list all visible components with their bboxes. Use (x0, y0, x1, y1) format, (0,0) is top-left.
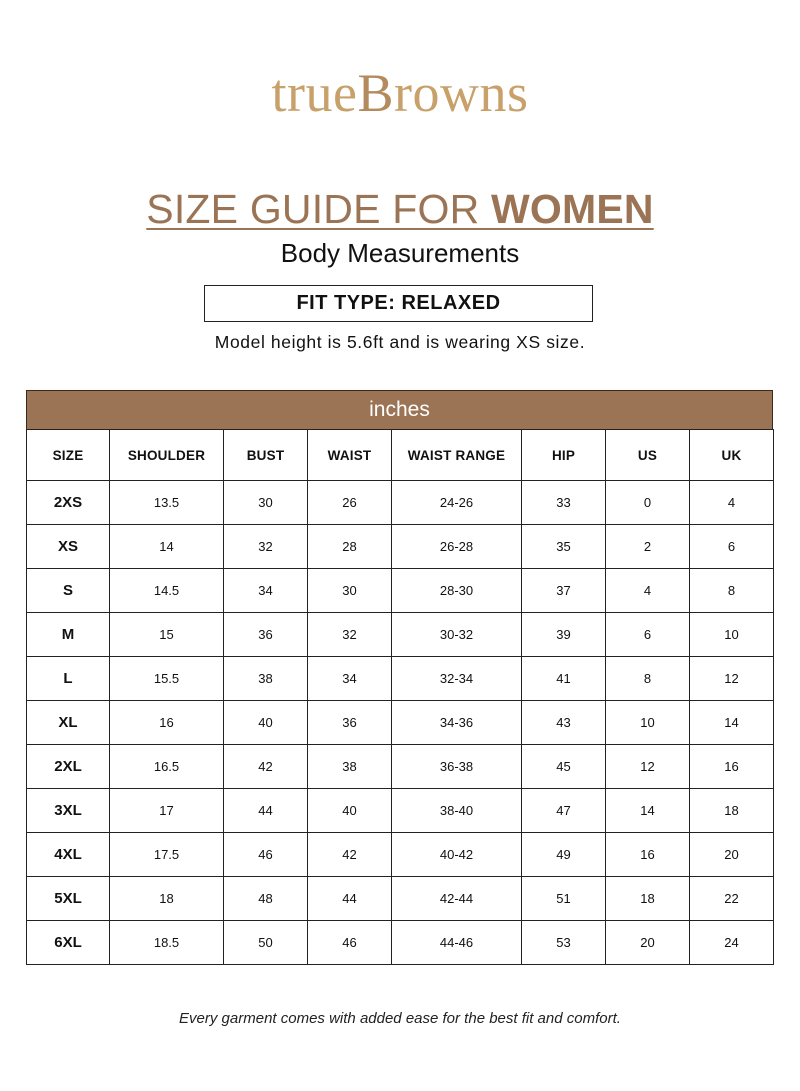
column-header: SIZE (27, 430, 110, 481)
table-header-row (27, 430, 774, 481)
table-cell: 48 (224, 877, 308, 921)
column-header: US (606, 430, 690, 481)
table-cell: 8 (606, 657, 690, 701)
table-row (27, 877, 774, 921)
table-cell: 37 (522, 569, 606, 613)
table-cell: 0 (606, 481, 690, 525)
table-row (27, 525, 774, 569)
table-cell: 49 (522, 833, 606, 877)
table-cell: 18.5 (110, 921, 224, 965)
table-cell: 16.5 (110, 745, 224, 789)
table-cell: 34 (224, 569, 308, 613)
table-cell: 18 (110, 877, 224, 921)
table-cell: 35 (522, 525, 606, 569)
table-cell: 13.5 (110, 481, 224, 525)
size-chart-table (26, 429, 774, 965)
page-title (0, 186, 800, 233)
table-cell: 18 (690, 789, 774, 833)
unit-header: inches (26, 390, 773, 429)
column-header: UK (690, 430, 774, 481)
column-header: BUST (224, 430, 308, 481)
table-cell: 42 (308, 833, 392, 877)
table-cell: 28-30 (392, 569, 522, 613)
table-cell: 20 (606, 921, 690, 965)
table-cell: 33 (522, 481, 606, 525)
size-cell: S (27, 569, 110, 613)
table-row (27, 657, 774, 701)
table-cell: 15.5 (110, 657, 224, 701)
table-cell: 12 (690, 657, 774, 701)
table-cell: 36 (224, 613, 308, 657)
column-header: SHOULDER (110, 430, 224, 481)
subtitle: Body Measurements (280, 238, 520, 268)
table-cell: 42-44 (392, 877, 522, 921)
size-cell: XL (27, 701, 110, 745)
table-cell: 38 (308, 745, 392, 789)
table-cell: 16 (110, 701, 224, 745)
title-bold: WOMEN (491, 186, 654, 232)
table-cell: 6 (606, 613, 690, 657)
column-header: WAIST (308, 430, 392, 481)
table-cell: 32 (224, 525, 308, 569)
table-cell: 20 (690, 833, 774, 877)
table-cell: 24 (690, 921, 774, 965)
title-light: SIZE GUIDE FOR (146, 186, 491, 232)
table-cell: 12 (606, 745, 690, 789)
table-row (27, 833, 774, 877)
table-cell: 14.5 (110, 569, 224, 613)
table-cell: 15 (110, 613, 224, 657)
size-table (26, 390, 773, 965)
size-cell: 4XL (27, 833, 110, 877)
table-cell: 46 (224, 833, 308, 877)
table-cell: 22 (690, 877, 774, 921)
table-cell: 40-42 (392, 833, 522, 877)
size-cell: L (27, 657, 110, 701)
table-row (27, 701, 774, 745)
table-cell: 36-38 (392, 745, 522, 789)
table-cell: 34-36 (392, 701, 522, 745)
table-cell: 38 (224, 657, 308, 701)
table-cell: 47 (522, 789, 606, 833)
table-cell: 41 (522, 657, 606, 701)
table-cell: 16 (606, 833, 690, 877)
table-cell: 8 (690, 569, 774, 613)
column-header: WAIST RANGE (392, 430, 522, 481)
size-cell: 6XL (27, 921, 110, 965)
table-cell: 18 (606, 877, 690, 921)
footer-note: Every garment comes with added ease for the best fit and comfort. (179, 1010, 621, 1027)
table-cell: 26 (308, 481, 392, 525)
table-cell: 4 (606, 569, 690, 613)
table-cell: 44 (224, 789, 308, 833)
table-cell: 2 (606, 525, 690, 569)
table-cell: 44-46 (392, 921, 522, 965)
table-cell: 43 (522, 701, 606, 745)
table-cell: 39 (522, 613, 606, 657)
table-cell: 17 (110, 789, 224, 833)
table-cell: 14 (110, 525, 224, 569)
table-cell: 50 (224, 921, 308, 965)
table-cell: 30-32 (392, 613, 522, 657)
table-cell: 40 (224, 701, 308, 745)
table-cell: 4 (690, 481, 774, 525)
brand-logo: trueBrowns (271, 63, 529, 123)
size-cell: 3XL (27, 789, 110, 833)
table-cell: 32 (308, 613, 392, 657)
table-cell: 26-28 (392, 525, 522, 569)
table-cell: 32-34 (392, 657, 522, 701)
table-cell: 10 (606, 701, 690, 745)
size-cell: XS (27, 525, 110, 569)
table-row (27, 745, 774, 789)
table-cell: 46 (308, 921, 392, 965)
table-cell: 14 (606, 789, 690, 833)
table-cell: 30 (308, 569, 392, 613)
size-cell: 2XL (27, 745, 110, 789)
table-cell: 36 (308, 701, 392, 745)
table-cell: 53 (522, 921, 606, 965)
table-row (27, 569, 774, 613)
column-header: HIP (522, 430, 606, 481)
model-note: Model height is 5.6ft and is wearing XS size. (214, 332, 586, 352)
table-cell: 34 (308, 657, 392, 701)
size-cell: 5XL (27, 877, 110, 921)
size-cell: M (27, 613, 110, 657)
table-cell: 38-40 (392, 789, 522, 833)
table-cell: 24-26 (392, 481, 522, 525)
size-cell: 2XS (27, 481, 110, 525)
table-cell: 30 (224, 481, 308, 525)
table-cell: 51 (522, 877, 606, 921)
table-row (27, 613, 774, 657)
table-cell: 40 (308, 789, 392, 833)
table-cell: 16 (690, 745, 774, 789)
table-cell: 14 (690, 701, 774, 745)
table-row (27, 789, 774, 833)
fit-type-box: FIT TYPE: RELAXED (204, 285, 593, 322)
table-cell: 44 (308, 877, 392, 921)
table-cell: 17.5 (110, 833, 224, 877)
table-row (27, 481, 774, 525)
table-row (27, 921, 774, 965)
table-cell: 45 (522, 745, 606, 789)
table-cell: 42 (224, 745, 308, 789)
table-cell: 10 (690, 613, 774, 657)
table-cell: 6 (690, 525, 774, 569)
table-cell: 28 (308, 525, 392, 569)
